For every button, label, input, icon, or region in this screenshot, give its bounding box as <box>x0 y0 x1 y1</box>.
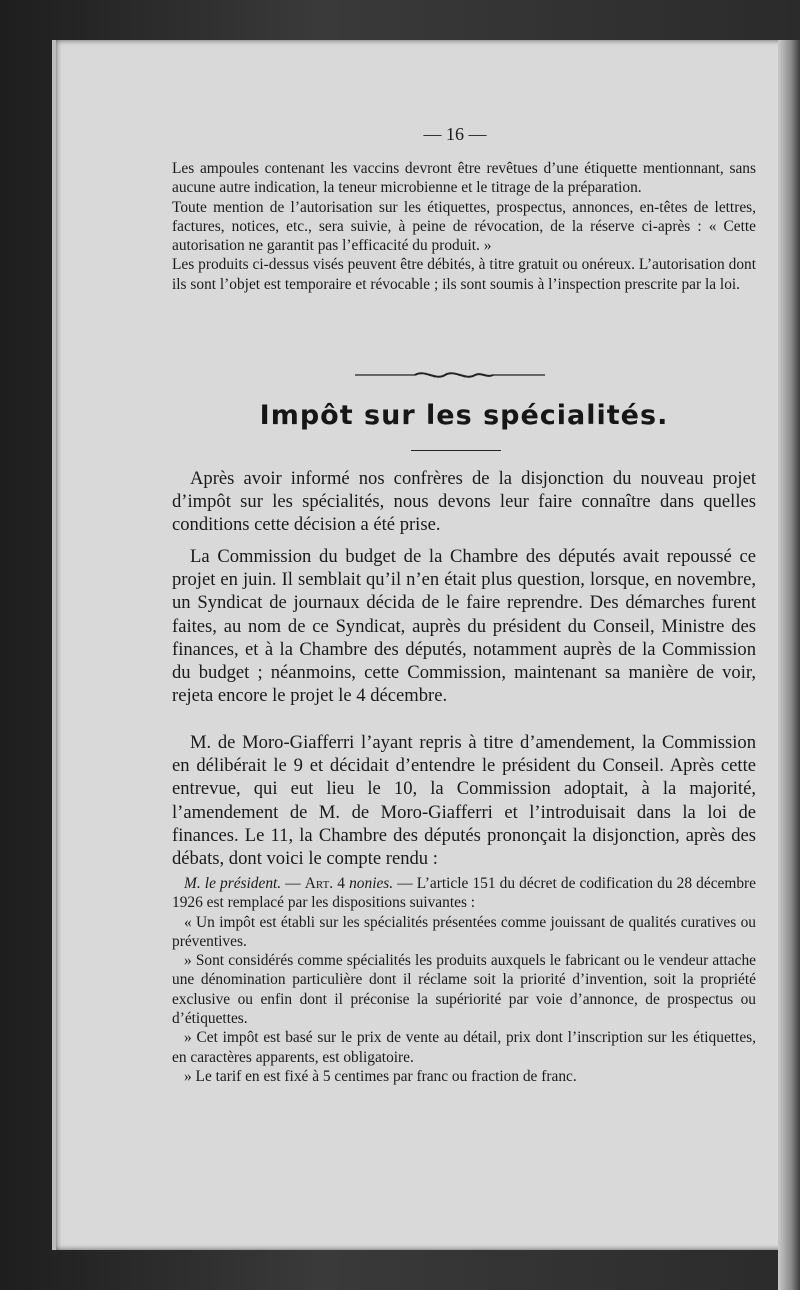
report-opening: M. le président. — Art. 4 nonies. — L’article 151 du décret de codification du 28 décembre 1926 est remplacé par les dispositions suivantes : <box>172 875 756 912</box>
body-paragraph <box>172 545 756 707</box>
article-ref: Art. 4 <box>304 875 345 892</box>
article-suffix: nonies. <box>349 875 394 892</box>
body-paragraph <box>172 467 756 537</box>
page-edge-shadow <box>778 40 800 1290</box>
body-paragraph-text: Après avoir informé nos confrères de la disjonction du nouveau projet d’impôt sur les spécialités, nous devons leur faire connaître dans quelles conditions cette décision a été prise. <box>172 468 756 536</box>
quoted-paragraph: » Le tarif en est fixé à 5 centimes par franc ou fraction de franc. <box>184 1067 577 1085</box>
quoted-paragraph: « Un impôt est établi sur les spécialités présentées comme jouissant de qualités curatives ou préventives. <box>172 913 756 950</box>
quoted-paragraph: » Cet impôt est basé sur le prix de vente au détail, prix dont l’inscription sur les étiquettes, en caractères apparents, est obligatoire. <box>172 1029 756 1066</box>
report-opening-text: — L’article 151 du décret de codification du 28 décembre 1926 est remplacé par les dispositions suivantes : <box>172 875 756 912</box>
intro-paragraph: Toute mention de l’autorisation sur les étiquettes, prospectus, annonces, en-têtes de lettres, factures, notices, etc., sera suivie, à peine de révocation, de la réserve ci-après : « Cette autorisation ne garantit pas l’efficacité du produit. » <box>172 198 756 255</box>
intro-section <box>172 159 756 294</box>
intro-paragraph: Les ampoules contenant les vaccins devront être revêtues d’une étiquette mentionnant, sans aucune autre indication, la teneur microbienne et le titrage de la préparation. <box>172 160 756 197</box>
section-title: Impôt sur les spécialités. <box>259 400 669 431</box>
page-number: — 16 — <box>423 124 487 144</box>
ornament-divider <box>355 369 545 381</box>
body-paragraph-text: La Commission du budget de la Chambre des députés avait repoussé ce projet en juin. Il semblait qu’il n’en était plus question, lorsque, en novembre, un Syndicat de journaux décida de le faire reprendre. Des démarches furent faites, au nom de ce Syndicat, auprès du président du Conseil, Ministre des finances, et à la Chambre des députés, notamment auprès de la Commission du budget ; néanmoins, cette Commission, maintenant sa manière de voir, rejeta encore le projet le 4 décembre. <box>172 546 756 707</box>
body-paragraph-text: M. de Moro-Giafferri l’ayant repris à titre d’amendement, la Commission en délibérait le 9 et décidait d’entendre le président du Conseil. Après cette entrevue, qui eut lieu le 10, la Commission adoptait, à la majorité, l’amendement de M. de Moro-Giafferri et l’introduisait dans la loi de finances. Le 11, la Chambre des députés prononçait la disjonction, après des débats, dont voici le compte rendu : <box>172 732 756 870</box>
speaker: M. le président. <box>184 875 282 892</box>
report-section <box>172 874 756 1086</box>
body-paragraph <box>172 731 756 870</box>
title-underline <box>411 450 501 451</box>
quoted-paragraph: » Sont considérés comme spécialités les produits auxquels le fabricant ou le vendeur attache une dénomination particulière dont il réclame soit la priorité d’invention, soit la propriété exclusive ou enfin dont il préconise la supériorité par voie d’annonce, de prospectus ou d’étiquettes. <box>172 952 756 1028</box>
intro-paragraph: Les produits ci-dessus visés peuvent être débités, à titre gratuit ou onéreux. L’autorisation dont ils sont l’objet est temporaire et révocable ; ils sont soumis à l’inspection prescrite par la loi. <box>172 256 756 293</box>
